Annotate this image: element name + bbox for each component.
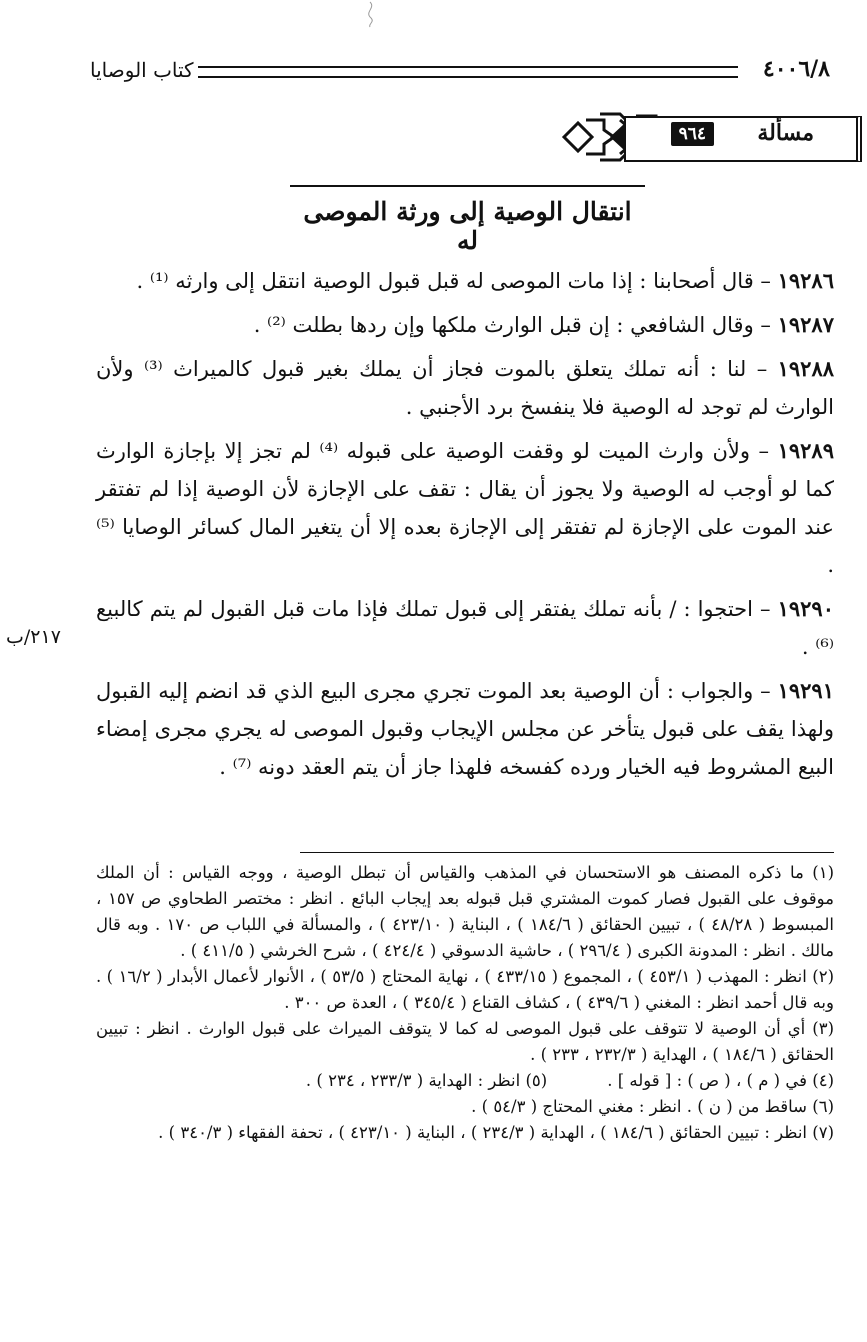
section-title-block xyxy=(290,185,645,255)
masala-number: ٩٦٤ xyxy=(671,122,714,146)
margin-folio-note: ٢١٧/ب xyxy=(6,626,61,648)
paragraph xyxy=(96,350,834,426)
paragraph-text: – احتجوا : / بأنه تملك يفتقر إلى قبول تملك فإذا مات قبل القبول لم يتم كالبيع ⁽⁶⁾ . xyxy=(96,597,834,659)
running-header xyxy=(90,56,830,86)
page-scratch-mark xyxy=(362,0,378,28)
header-rule xyxy=(198,66,738,78)
footnote: (٣) أي أن الوصية لا تتوقف على قبول الموصى له كما لا يتوقف الميراث على قبول الوارث . انظر : تبيين الحقائق ( ١٨٤/٦ ) ، الهداية ( ٢٣٢/٣ ، ٢٣٣ ) . xyxy=(96,1019,834,1064)
footnote: (١) ما ذكره المصنف هو الاستحسان في المذهب والقياس أن تبطل الوصية ، ووجه القياس : أن الملك موقوف على القبول فصار كموت المشتري قبل قبوله بعد إيجاب البائع . انظر : مختصر الطحاوي ص ١٥٧ ، المبسوط ( ٤٨/٢٨ ) ، تبيين الحقائق ( ١٨٤/٦ ) ، البناية ( ٤٢٣/١٠ ) ، والمسألة في اللباب ص ١٧٠ . وبه قال مالك . انظر : المدونة الكبرى ( ٢٩٦/٤ ) ، حاشية الدسوقي ( ٤٢٤/٤ ) ، شرح الخرشي ( ٤١١/٥ ) . xyxy=(96,863,835,960)
paragraph xyxy=(96,306,834,344)
paragraph-text: – وقال الشافعي : إن قبل الوارث ملكها وإن ردها بطلت ⁽²⁾ . xyxy=(253,313,778,337)
paragraph-number: ١٩٢٨٧ xyxy=(777,312,834,337)
paragraph xyxy=(96,672,834,786)
footnote: (٦) ساقط من ( ن ) . انظر : مغني المحتاج ( ٥٤/٣ ) . xyxy=(471,1097,834,1116)
paragraph-text: – قال أصحابنا : إذا مات الموصى له قبل قبول الوصية انتقل إلى وارثه ⁽¹⁾ . xyxy=(136,269,778,293)
paragraph-number: ١٩٢٨٦ xyxy=(777,268,834,293)
main-text xyxy=(96,262,834,792)
paragraph-number: ١٩٢٩١ xyxy=(777,678,834,703)
masala-label: مسألة xyxy=(757,120,814,146)
footnote: (٤) في ( م ) ، ( ص ) : [ قوله ] . xyxy=(607,1071,834,1090)
footnote: (٢) انظر : المهذب ( ٤٥٣/١ ) ، المجموع ( ٤٣٣/١٥ ) ، نهاية المحتاج ( ٥٣/٥ ) ، الأنوار لأعمال الأبدار ( ١٦/٢ ) . وبه قال أحمد انظر : المغني ( ٤٣٩/٦ ) ، كشاف القناع ( ٣٤٥/٤ ) ، العدة ص ٣٠٠ . xyxy=(96,967,835,1012)
paragraph xyxy=(96,432,834,584)
footnote-row xyxy=(96,1068,834,1094)
paragraph xyxy=(96,590,834,666)
paragraph-text: – والجواب : أن الوصية بعد الموت تجري مجرى البيع الذي قد انضم إليه القبول ولهذا يقف على قبول يتأخر عن مجلس الإيجاب وقبول الموصى له يجري مجرى إمضاء البيع المشروط فيه الخيار ورده كفسخه فلهذا جاز أن يتم العقد دونه ⁽⁷⁾ . xyxy=(96,679,834,779)
paragraph-text: – ولأن وارث الميت لو وقفت الوصية على قبوله ⁽⁴⁾ لم تجز إلا بإجازة الوارث كما لو أوجب له الوصية ولا يجوز أن يقال : تقف على الإجازة لأن الوصية إذا لم تفتقر عند الموت على الإجازة لم تفتقر إلى الإجازة بعده إلا أن يتغير المال كسائر الوصايا ⁽⁵⁾ . xyxy=(96,439,834,577)
masala-frame xyxy=(624,116,862,162)
section-title: انتقال الوصية إلى ورثة الموصى له xyxy=(303,197,632,255)
footnotes xyxy=(96,860,834,1146)
paragraph-text: – لنا : أنه تملك يتعلق بالموت فجاز أن يملك بغير قبول كالميراث ⁽³⁾ ولأن الوارث لم توجد له الوصية فلا ينفسخ برد الأجنبي . xyxy=(96,357,834,419)
footnote: (٧) انظر : تبيين الحقائق ( ١٨٤/٦ ) ، الهداية ( ٢٣٤/٣ ) ، البناية ( ٤٢٣/١٠ ) ، تحفة الفقهاء ( ٣٤٠/٣ ) . xyxy=(158,1123,834,1142)
header-page-ref: ٤٠٠٦/٨ xyxy=(762,56,830,82)
footnote-separator xyxy=(300,852,834,853)
paragraph xyxy=(96,262,834,300)
title-rule xyxy=(290,185,645,187)
header-book-title: كتاب الوصايا xyxy=(90,58,194,82)
paragraph-number: ١٩٢٨٨ xyxy=(777,356,835,381)
footnote: (٥) انظر : الهداية ( ٢٣٣/٣ ، ٢٣٤ ) . xyxy=(305,1071,548,1090)
paragraph-number: ١٩٢٩٠ xyxy=(777,596,834,621)
masala-banner xyxy=(560,108,862,166)
paragraph-number: ١٩٢٨٩ xyxy=(777,438,834,463)
